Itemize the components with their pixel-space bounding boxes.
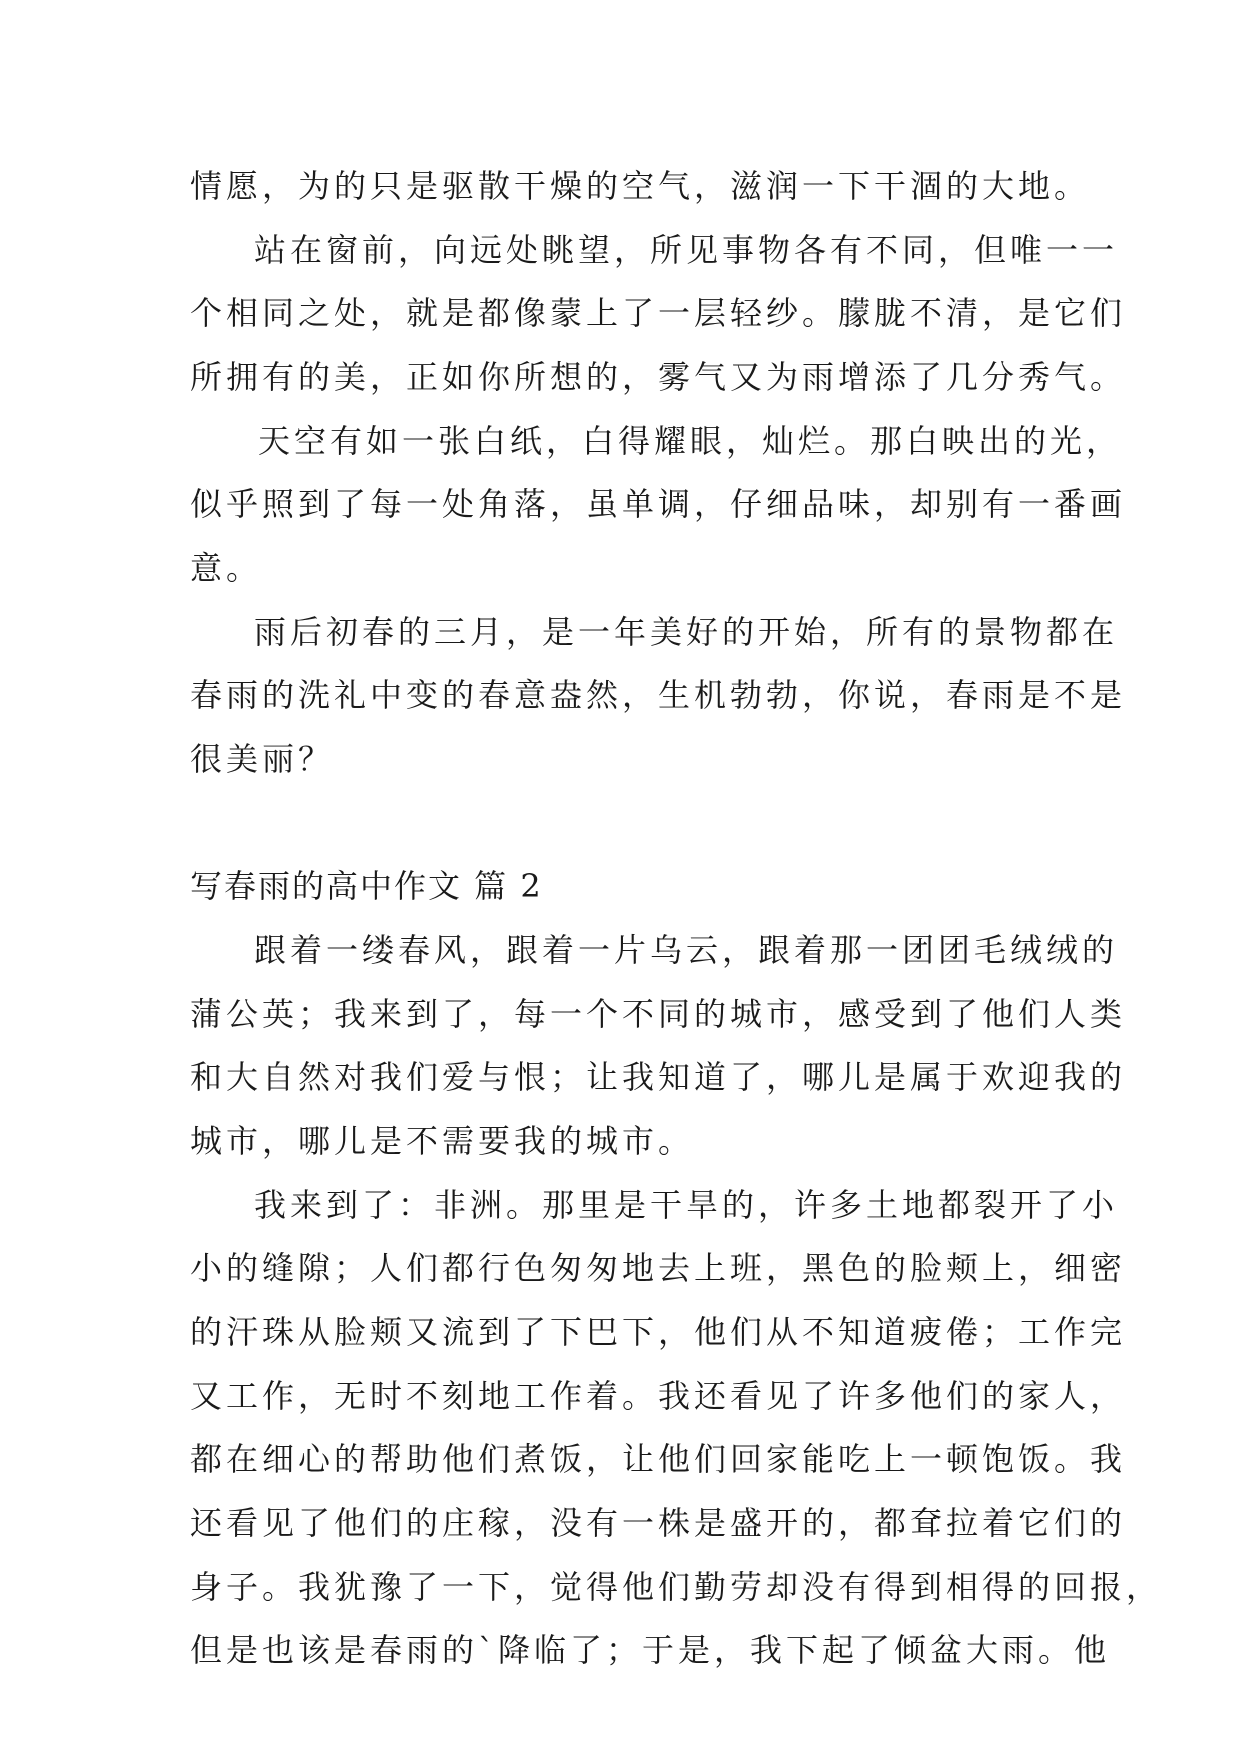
text-line: 春雨的洗礼中变的春意盎然，生机勃勃，你说，春雨是不是 <box>190 676 1127 714</box>
text-line: 似乎照到了每一处角落，虽单调，仔细品味，却别有一番画 <box>190 485 1127 523</box>
text-line: 又工作，无时不刻地工作着。我还看见了许多他们的家人， <box>190 1377 1127 1415</box>
text-line: 的汗珠从脸颊又流到了下巴下，他们从不知道疲倦；工作完 <box>190 1313 1127 1351</box>
paragraph-start-line: 我来到了：非洲。那里是干旱的，许多土地都裂开了小 <box>254 1186 1119 1224</box>
section-heading: 写春雨的高中作文 篇 2 <box>190 867 543 905</box>
text-line: 都在细心的帮助他们煮饭，让他们回家能吃上一顿饱饭。我 <box>190 1440 1127 1478</box>
text-line: 很美丽？ <box>190 740 335 778</box>
text-line: 意。 <box>190 549 263 587</box>
text-line: 情愿，为的只是驱散干燥的空气，滋润一下干涸的大地。 <box>190 167 1091 205</box>
text-line: 身子。我犹豫了一下，觉得他们勤劳却没有得到相得的回报， <box>190 1568 1163 1606</box>
text-line: 还看见了他们的庄稼，没有一株是盛开的，都耷拉着它们的 <box>190 1504 1127 1542</box>
paragraph-start-line: 跟着一缕春风，跟着一片乌云，跟着那一团团毛绒绒的 <box>254 931 1119 969</box>
text-line: 个相同之处，就是都像蒙上了一层轻纱。朦胧不清，是它们 <box>190 294 1127 332</box>
paragraph-start-line: 天空有如一张白纸，白得耀眼，灿烂。那白映出的光， <box>258 422 1123 460</box>
text-line: 但是也该是春雨的`降临了；于是，我下起了倾盆大雨。他 <box>190 1631 1111 1669</box>
text-line: 城市，哪儿是不需要我的城市。 <box>190 1122 695 1160</box>
paragraph-start-line: 雨后初春的三月，是一年美好的开始，所有的景物都在 <box>254 613 1119 651</box>
text-line: 蒲公英；我来到了，每一个不同的城市，感受到了他们人类 <box>190 995 1127 1033</box>
text-line: 和大自然对我们爱与恨；让我知道了，哪儿是属于欢迎我的 <box>190 1058 1127 1096</box>
text-line: 所拥有的美，正如你所想的，雾气又为雨增添了几分秀气。 <box>190 358 1127 396</box>
text-line: 小的缝隙；人们都行色匆匆地去上班，黑色的脸颊上，细密 <box>190 1249 1127 1287</box>
paragraph-start-line: 站在窗前，向远处眺望，所见事物各有不同，但唯一一 <box>254 231 1119 269</box>
